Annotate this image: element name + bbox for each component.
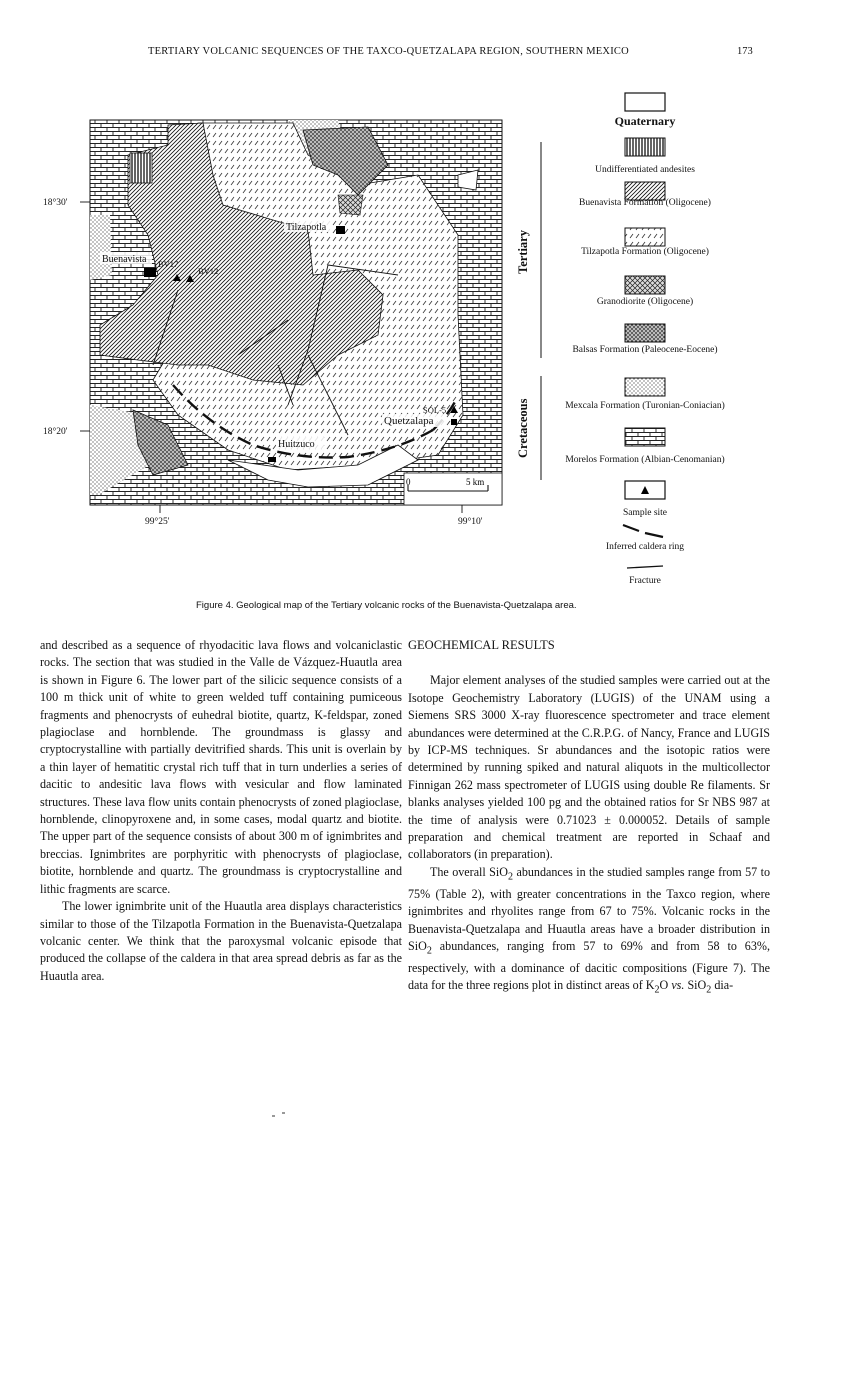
legend-item-buenavista: Buenavista Formation (Oligocene) bbox=[579, 198, 711, 208]
scale-bar-start: 0 bbox=[406, 477, 411, 487]
legend-fracture-label: Fracture bbox=[629, 576, 661, 586]
legend-cretaceous-label: Cretaceous bbox=[516, 398, 530, 458]
right-paragraph-2: The overall SiO$_2$ abundances in the studied samples range from 57 to 75% (Table 2), with greater concentrations in the Taxco region, where ignimbrites and rhyolites range from 67 to 75%. Volcanic rocks in the Buenavista-Quetzalapa and Huautla areas have a broader distribution in SiO$_2$ abundances, ranging from 57 to 69% and from 58 to 63%, respectively, with a dominance of dacitic compositions (Figure 7). The data for the three regions plot in distinct areas of $K_2O$ vs. SiO$_2$ dia- bbox=[408, 864, 770, 996]
legend-item-andesites: Undifferentiated andesites bbox=[595, 165, 695, 175]
left-paragraph-2: The lower ignimbrite unit of the Huautla area displays characteristics similar to those of the Tilzapotla Formation in the Buenavista-Quetzalapa volcanic center. We think that the paroxysmal volcanic episode that produced the collapse of the caldera in that area spread debris as far as the Huautla area. bbox=[40, 899, 402, 983]
legend-sample-site-label: Sample site bbox=[622, 508, 668, 518]
huitzuco-town-marker bbox=[268, 457, 276, 462]
left-column bbox=[40, 637, 402, 985]
longitude-label-9925: 99°25' bbox=[145, 517, 170, 527]
quetzalapa-town-marker bbox=[451, 419, 457, 425]
legend-fracture-symbol bbox=[627, 566, 663, 568]
legend-item-granodiorite: Granodiorite (Oligocene) bbox=[596, 297, 694, 307]
legend-swatch-tilzapotla bbox=[625, 228, 665, 246]
map-legend bbox=[515, 88, 795, 598]
legend-item-morelos: Morelos Formation (Albian-Cenomanian) bbox=[565, 455, 725, 465]
tilzapotla-label: Tilzapotla bbox=[286, 222, 327, 233]
scan-speck bbox=[272, 1115, 275, 1117]
left-paragraph-1: and described as a sequence of rhyodacitic lava flows and volcaniclastic rocks. The section that was studied in the Valle de Vázquez-Huautla area is shown in Figure 6. The lower part of the silicic sequence consists of a 100 m thick unit of white to green welded tuff containing pumiceous fragments and phenocrysts of euhedral biotite, quartz, K-feldspar, zoned plagioclase and hornblende. The groundmass is glassy and cryptocrystalline with partially devitrified shards. This unit is overlain by a thin layer of hematitic crystal rich tuff that in turn underlies a series of dacitic to andesitic lava flows with vesicular and flow laminated structures. These lava flow units contain phenocrysts of zoned plagioclase, hornblende, clinopyroxene and, in some cases, modal quartz and biotite. The upper part of the sequence consists of about 300 m of ignimbrites and breccias. Ignimbrites are porphyritic with phenocrysts of plagioclase, biotite, hornblende and quartz. The groundmass is cryptocrystalline and lithic fragments are scarce. bbox=[40, 638, 402, 896]
scale-bar-end: 5 km bbox=[466, 477, 485, 487]
legend-swatch-andesites bbox=[625, 138, 665, 156]
right-column bbox=[408, 637, 770, 999]
granodiorite-area bbox=[338, 195, 363, 215]
running-title: TERTIARY VOLCANIC SEQUENCES OF THE TAXCO-QUETZALAPA REGION, SOUTHERN MEXICO bbox=[148, 46, 629, 57]
legend-swatch-balsas bbox=[625, 324, 665, 342]
sample-label-bv12: BV12 bbox=[198, 266, 219, 276]
sample-label-sol5: SOL-5 bbox=[423, 405, 447, 415]
section-title: GEOCHEMICAL RESULTS bbox=[408, 638, 555, 652]
longitude-label-9910: 99°10' bbox=[458, 517, 483, 527]
legend-item-balsas: Balsas Formation (Paleocene-Eocene) bbox=[572, 345, 718, 355]
legend-item-tilzapotla: Tilzapotla Formation (Oligocene) bbox=[581, 247, 709, 257]
mexcala-formation-area bbox=[90, 215, 112, 280]
page-number: 173 bbox=[737, 46, 753, 57]
huitzuco-label: Huitzuco bbox=[278, 439, 315, 450]
running-header bbox=[0, 46, 842, 66]
latitude-label-1820: 18°20' bbox=[43, 427, 68, 437]
sample-label-bv17: BV17 bbox=[158, 259, 179, 269]
legend-caldera-symbol bbox=[623, 525, 663, 537]
legend-quaternary-label: Quaternary bbox=[614, 114, 676, 128]
scale-bar bbox=[404, 473, 502, 505]
legend-swatch-granodiorite bbox=[625, 276, 665, 294]
right-paragraph-1: Major element analyses of the studied samples were carried out at the Isotope Geochemistry Laboratory (LUGIS) of the UNAM using a Siemens SRS 3000 X-ray fluorescence spectrometer and trace element abundances were determined at the C.R.P.G. of Nancy, France and LUGIS by ICP-MS techniques. Sr abundances and the isotopic ratios were determined by running spiked and natural aliquots in the multicollector Finnigan 262 mass spectrometer of LUGIS using double Re filaments. Sr blanks analyses yielded 100 pg and the obtained ratios for Sr NBS 987 at the time of analysis were 0.71023 ± 0.000052. Details of sample preparation and chemical treatment are reported in Schaaf and collaborators (in preparation). bbox=[408, 673, 770, 862]
buenavista-town-marker bbox=[144, 268, 156, 277]
legend-item-mexcala: Mexcala Formation (Turonian-Coniacian) bbox=[565, 401, 725, 411]
scan-speck bbox=[282, 1112, 285, 1114]
legend-tertiary-label: Tertiary bbox=[516, 230, 530, 274]
geological-map bbox=[38, 115, 508, 535]
figure-caption: Figure 4. Geological map of the Tertiary volcanic rocks of the Buenavista-Quetzalapa area. bbox=[196, 600, 577, 611]
buenavista-label: Buenavista bbox=[102, 254, 147, 265]
legend-swatch-quaternary bbox=[625, 93, 665, 111]
legend-swatch-morelos bbox=[625, 428, 665, 446]
legend-swatch-mexcala bbox=[625, 378, 665, 396]
tilzapotla-town-marker bbox=[336, 226, 345, 234]
legend-caldera-label: Inferred caldera ring bbox=[605, 542, 685, 552]
quetzalapa-label: Quetzalapa bbox=[384, 415, 434, 427]
latitude-label-1830: 18°30' bbox=[43, 198, 68, 208]
andesite-area bbox=[130, 153, 152, 183]
